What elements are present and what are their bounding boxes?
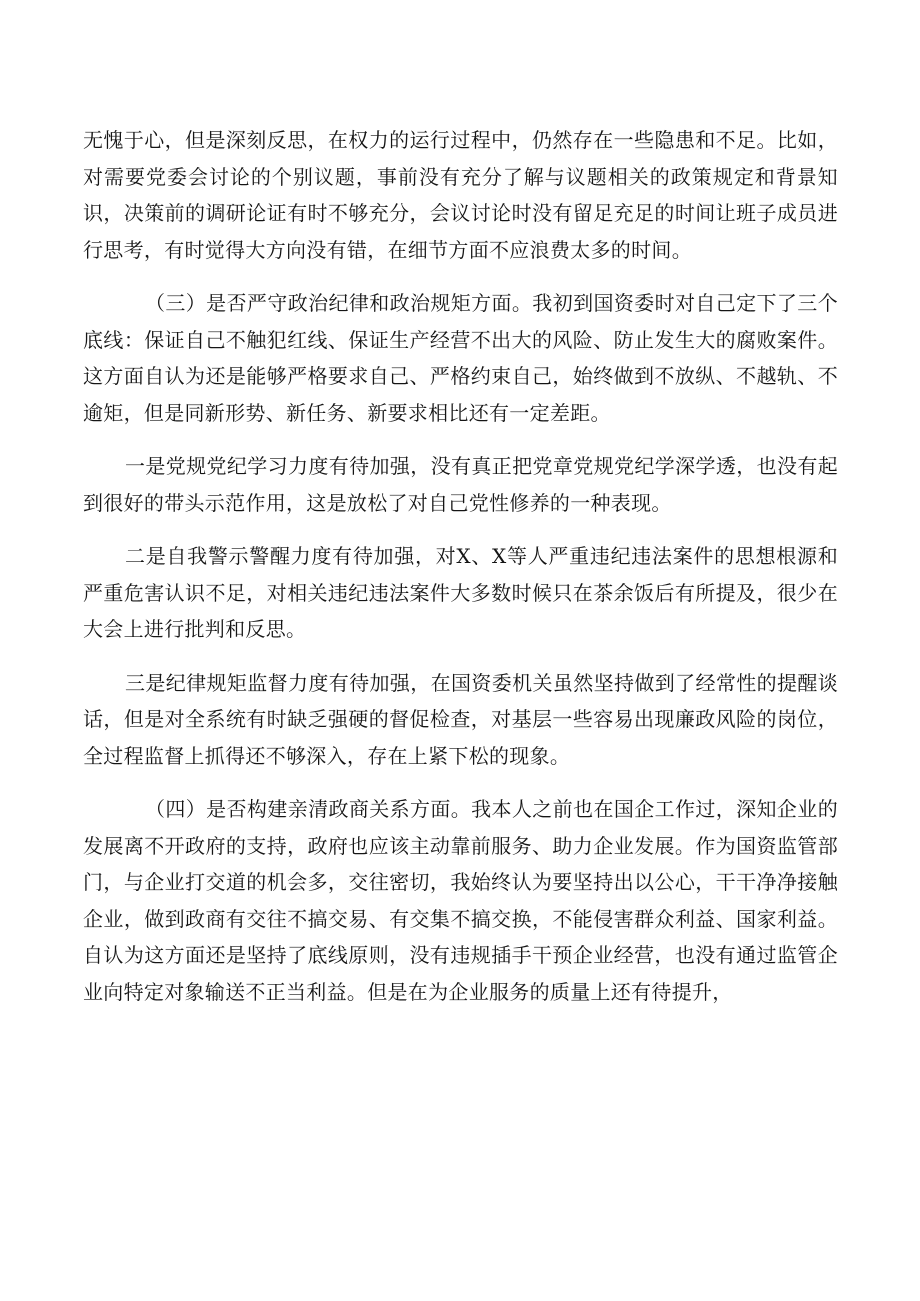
paragraph-continuation: 无愧于心，但是深刻反思，在权力的运行过程中，仍然存在一些隐患和不足。比如，对需要党委会讨论的个别议题，事前没有充分了解与议题相关的政策规定和背景知识，决策前的调研论证有时不够充分，会议讨论时没有留足充足的时间让班子成员进行思考，有时觉得大方向没有错，在细节方面不应浪费太多的时间。 <box>83 128 838 262</box>
paragraph-section-three: （三）是否严守政治纪律和政治规矩方面。我初到国资委时对自己定下了三个底线：保证自己不触犯红线、保证生产经营不出大的风险、防止发生大的腐败案件。这方面自认为还是能够严格要求自己、严格约束自己，始终做到不放纵、不越轨、不逾矩，但是同新形势、新任务、新要求相比还有一定差距。 <box>83 291 838 425</box>
paragraph-point-three: 三是纪律规矩监督力度有待加强，在国资委机关虽然坚持做到了经常性的提醒谈话，但是对全系统有时缺乏强硬的督促检查，对基层一些容易出现廉政风险的岗位，全过程监督上抓得还不够深入，存在上紧下松的现象。 <box>83 670 838 768</box>
paragraph-point-two: 二是自我警示警醒力度有待加强，对X、X等人严重违纪违法案件的思想根源和严重危害认识不足，对相关违纪违法案件大多数时候只在茶余饭后有所提及，很少在大会上进行批判和反思。 <box>83 544 838 641</box>
document-body <box>83 122 838 1027</box>
paragraph-section-four: （四）是否构建亲清政商关系方面。我本人之前也在国企工作过，深知企业的发展离不开政府的支持，政府也应该主动靠前服务、助力企业发展。作为国资监管部门，与企业打交道的机会多，交往密切，我始终认为要坚持出以公心，干干净净接触企业，做到政商有交往不搞交易、有交集不搞交换，不能侵害群众利益、国家利益。自认为这方面还是坚持了底线原则，没有违规插手干预企业经营，也没有通过监管企业向特定对象输送不正当利益。但是在为企业服务的质量上还有待提升， <box>83 797 838 1004</box>
paragraph-point-one: 一是党规党纪学习力度有待加强，没有真正把党章党规党纪学深学透，也没有起到很好的带头示范作用，这是放松了对自己党性修养的一种表现。 <box>83 454 838 515</box>
